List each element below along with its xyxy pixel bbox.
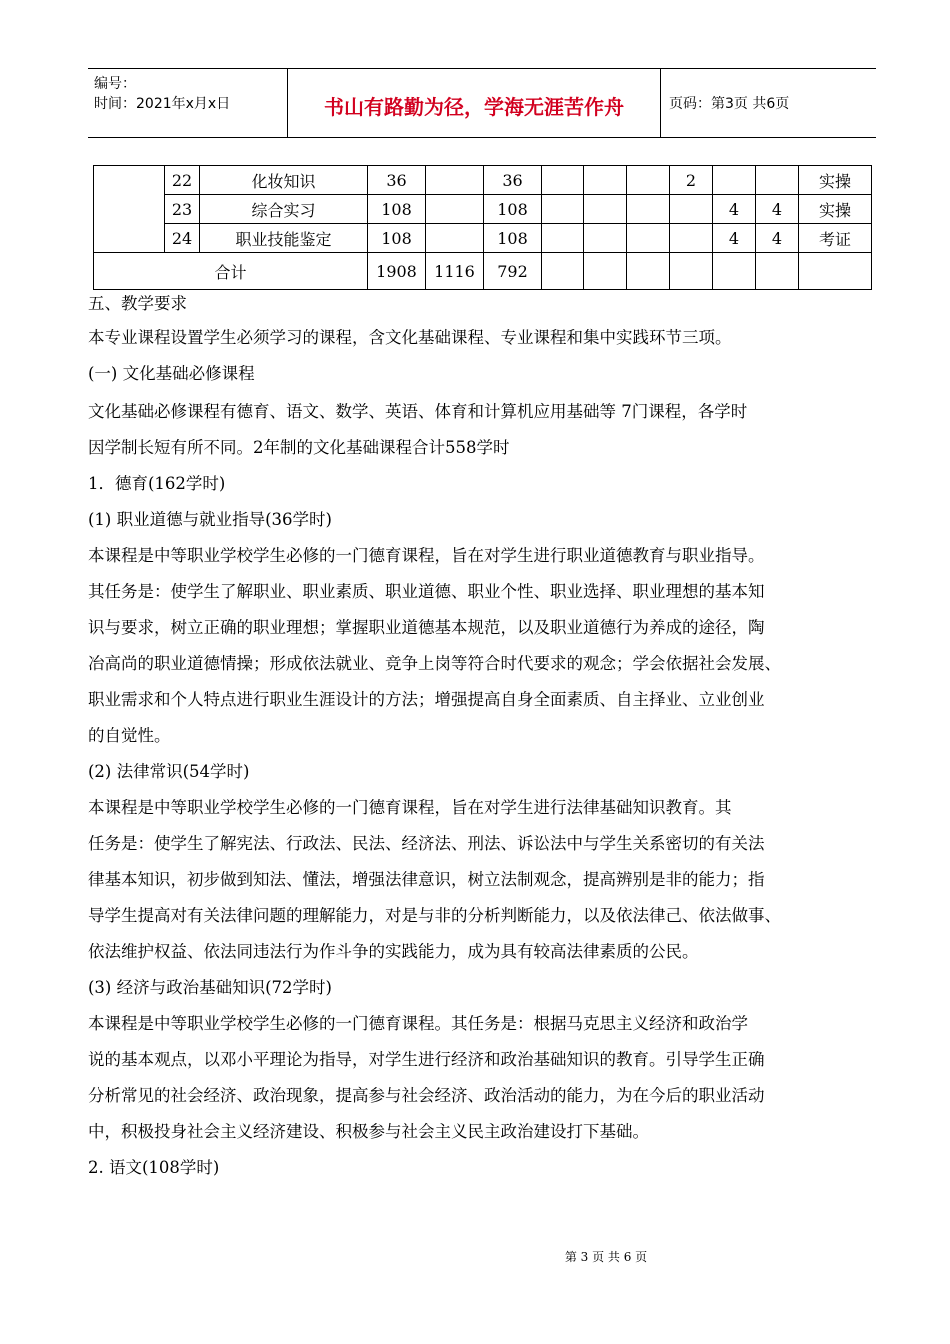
- table-cell: 108: [484, 195, 542, 224]
- table-cell: 22: [165, 166, 200, 195]
- table-cell: 24: [165, 224, 200, 253]
- body-line: 职业需求和个人特点进行职业生涯设计的方法；增强提高自身全面素质、自主择业、立业创业: [88, 690, 765, 709]
- item-heading: (3) 经济与政治基础知识(72学时): [88, 978, 332, 997]
- body-line: 导学生提高对有关法律问题的理解能力，对是与非的分析判断能力，以及依法律己、依法做事、: [88, 906, 781, 925]
- table-cell: [756, 253, 799, 290]
- section-heading: 五、教学要求: [88, 294, 187, 313]
- body-line: 依法维护权益、依法同违法行为作斗争的实践能力，成为具有较高法律素质的公民。: [88, 942, 699, 961]
- table-cell: [542, 166, 584, 195]
- header-page-number: 页码：第3页 共6页: [669, 96, 790, 112]
- table-cell: 实操: [799, 195, 872, 224]
- table-cell: 考证: [799, 224, 872, 253]
- table-cell: [713, 166, 756, 195]
- item-heading: 2. 语文(108学时): [88, 1158, 220, 1177]
- header-motto: 书山有路勤为径，学海无涯苦作舟: [324, 95, 624, 119]
- body-line: 律基本知识，初步做到知法、懂法，增强法律意识，树立法制观念，提高辨别是非的能力；指: [88, 870, 765, 889]
- body-line: 任务是：使学生了解宪法、行政法、民法、经济法、刑法、诉讼法中与学生关系密切的有关法: [88, 834, 765, 853]
- table-cell: 108: [368, 195, 426, 224]
- table-cell: [542, 253, 584, 290]
- body-line: 说的基本观点，以邓小平理论为指导，对学生进行经济和政治基础知识的教育。引导学生正确: [88, 1050, 765, 1069]
- body-line: 冶高尚的职业道德情操；形成依法就业、竞争上岗等符合时代要求的观念；学会依据社会发展、: [88, 654, 781, 673]
- body-line: 识与要求，树立正确的职业理想；掌握职业道德基本规范，以及职业道德行为养成的途径，陶: [88, 618, 765, 637]
- body-line: 本专业课程设置学生必须学习的课程，含文化基础课程、专业课程和集中实践环节三项。: [88, 328, 732, 347]
- header-info: [88, 69, 286, 137]
- body-line: 文化基础必修课程有德育、语文、数学、英语、体育和计算机应用基础等 7门课程，各学时: [88, 402, 748, 421]
- body-line: 本课程是中等职业学校学生必修的一门德育课程。其任务是：根据马克思主义经济和政治学: [88, 1014, 748, 1033]
- table-cell: 4: [713, 224, 756, 253]
- table-row: [94, 224, 872, 253]
- table-cell: 职业技能鉴定: [200, 224, 368, 253]
- table-row: [94, 166, 872, 195]
- table-cell: 792: [484, 253, 542, 290]
- page-header: [88, 68, 876, 138]
- table-cell: [627, 195, 670, 224]
- table-cell: 36: [484, 166, 542, 195]
- table-cell: 4: [756, 195, 799, 224]
- header-page-cell: [661, 69, 876, 137]
- body-line: 的自觉性。: [88, 726, 171, 745]
- document-body: [88, 290, 888, 1190]
- table-cell: 综合实习: [200, 195, 368, 224]
- table-total-row: [94, 253, 872, 290]
- body-line: 其任务是：使学生了解职业、职业素质、职业道德、职业个性、职业选择、职业理想的基本知: [88, 582, 765, 601]
- body-line: 本课程是中等职业学校学生必修的一门德育课程，旨在对学生进行法律基础知识教育。其: [88, 798, 732, 817]
- table-cell: [584, 166, 627, 195]
- item-heading: 1．德育(162学时): [88, 474, 226, 493]
- table-cell: [670, 195, 713, 224]
- table-cell: [670, 224, 713, 253]
- table-cell: [584, 253, 627, 290]
- table-cell: 108: [484, 224, 542, 253]
- table-cell: [542, 224, 584, 253]
- page-footer: 第 3 页 共 6 页: [564, 1250, 648, 1264]
- body-line: 中，积极投身社会主义经济建设、积极参与社会主义民主政治建设打下基础。: [88, 1122, 649, 1141]
- header-motto-cell: [287, 69, 661, 137]
- body-line: 本课程是中等职业学校学生必修的一门德育课程，旨在对学生进行职业道德教育与职业指导。: [88, 546, 765, 565]
- table-cell: [670, 253, 713, 290]
- table-cell: 化妆知识: [200, 166, 368, 195]
- body-line: 分析常见的社会经济、政治现象，提高参与社会经济、政治活动的能力，为在今后的职业活动: [88, 1086, 765, 1105]
- body-line: 因学制长短有所不同。2年制的文化基础课程合计558学时: [88, 438, 510, 457]
- item-heading: (1) 职业道德与就业指导(36学时): [88, 510, 332, 529]
- course-table: [93, 165, 872, 290]
- table-cell: 108: [368, 224, 426, 253]
- table-cell: 23: [165, 195, 200, 224]
- table-cell: 1116: [426, 253, 484, 290]
- table-cell: [584, 195, 627, 224]
- table-total-label: 合计: [94, 253, 368, 290]
- subsection-heading: (一) 文化基础必修课程: [88, 364, 255, 383]
- table-cell: [94, 166, 165, 253]
- table-cell: 2: [670, 166, 713, 195]
- table-cell: 实操: [799, 166, 872, 195]
- table-cell: [426, 195, 484, 224]
- table-cell: 4: [713, 195, 756, 224]
- table-cell: [584, 224, 627, 253]
- table-cell: [799, 253, 872, 290]
- table-cell: [627, 224, 670, 253]
- table-row: [94, 195, 872, 224]
- table-cell: 4: [756, 224, 799, 253]
- table-cell: [542, 195, 584, 224]
- item-heading: (2) 法律常识(54学时): [88, 762, 250, 781]
- document-number: 编号：: [94, 76, 136, 92]
- table-cell: [426, 166, 484, 195]
- table-cell: 1908: [368, 253, 426, 290]
- table-cell: [627, 166, 670, 195]
- table-cell: [627, 253, 670, 290]
- table-cell: [426, 224, 484, 253]
- table-cell: 36: [368, 166, 426, 195]
- table-cell: [713, 253, 756, 290]
- table-cell: [756, 166, 799, 195]
- document-time: 时间：2021年x月x日: [94, 96, 231, 112]
